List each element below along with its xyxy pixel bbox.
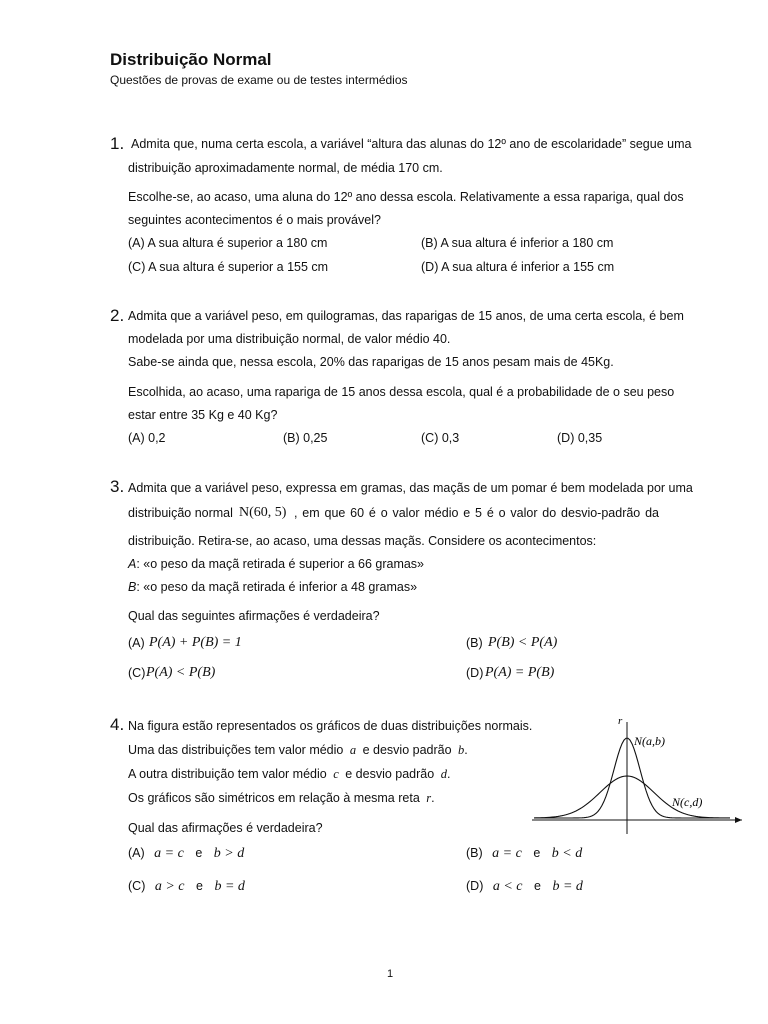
question-2-option-a: (A) 0,2 — [128, 431, 166, 445]
page-title: Distribuição Normal — [110, 50, 272, 69]
question-4-sd-b: b — [458, 743, 465, 757]
question-4-line-3c: . — [446, 767, 451, 781]
page-number: 1 — [386, 968, 394, 980]
question-2-line-5: estar entre 35 Kg e 40 Kg? — [128, 408, 278, 422]
question-4-line-4a: Os gráficos são simétricos em relação à mesma reta — [128, 791, 420, 805]
question-4-number: 4. — [110, 715, 125, 734]
question-4-line-4c: . — [431, 791, 435, 805]
question-2-number: 2. — [110, 306, 125, 325]
question-4-mean-a: a — [349, 743, 357, 757]
question-4-option-a-label: (A) — [128, 846, 145, 860]
question-4-option-b-and: e — [533, 846, 541, 860]
question-4-option-c-label: (C) — [128, 879, 146, 893]
question-4-option-b-cond-1: a = c — [492, 846, 522, 861]
question-4-option-b-label: (B) — [466, 846, 483, 860]
question-2-option-c: (C) 0,3 — [421, 431, 460, 445]
question-2-line-3: Sabe-se ainda que, nessa escola, 20% das raparigas de 15 anos pesam mais de 45Kg. — [128, 355, 614, 369]
question-4-mean-c: c — [333, 767, 339, 781]
question-1-line-3: Escolhe-se, ao acaso, uma aluna do 12º ano dessa escola. Relativamente a essa rapariga, qual dos — [128, 190, 684, 204]
question-4-option-a-cond-2: b > d — [213, 846, 245, 861]
question-3-normal-notation: N(60, 5) — [239, 505, 287, 520]
question-4-line-2b: e desvio padrão — [362, 743, 452, 757]
question-1-option-a: (A) A sua altura é superior a 180 cm — [128, 236, 328, 250]
figure-curve-label-n-ab: N(a,b) — [634, 734, 665, 748]
question-4-line-r: r — [426, 791, 432, 805]
question-4-option-a-cond-1: a = c — [154, 846, 184, 861]
question-4-line-1: Na figura estão representados os gráficos de duas distribuições normais. — [128, 719, 533, 733]
page-subtitle: Questões de provas de exame ou de testes intermédios — [110, 73, 408, 87]
question-2-option-b: (B) 0,25 — [283, 431, 328, 445]
question-3-event-a-label: A — [128, 557, 137, 571]
question-2-line-1: Admita que a variável peso, em quilogramas, das raparigas de 15 anos, de uma certa escola, é bem — [128, 309, 684, 323]
question-1-number: 1. — [110, 134, 125, 153]
question-3-option-d-label: (D) — [466, 666, 484, 680]
question-1-line-1: Admita que, numa certa escola, a variável “altura das alunas do 12º ano de escolaridade” segue uma — [131, 137, 692, 151]
figure-axis-label-r: r — [618, 715, 623, 727]
question-3-line-2a: distribuição normal — [128, 506, 233, 520]
question-4-line-2a: Uma das distribuições tem valor médio — [128, 743, 344, 757]
question-3-option-d: P(A) = P(B) — [485, 665, 555, 680]
question-4-option-c-cond-1: a > c — [154, 879, 185, 894]
question-2-line-4: Escolhida, ao acaso, uma rapariga de 15 anos dessa escola, qual é a probabilidade de o seu peso — [128, 385, 675, 399]
question-2-option-d: (D) 0,35 — [557, 431, 603, 445]
question-4-option-b-cond-2: b < d — [551, 846, 583, 861]
question-3-line-2b: , em que 60 é o valor médio e 5 é o valor do desvio-padrão da — [294, 506, 659, 520]
question-4-option-d-cond-2: b = d — [552, 879, 583, 894]
question-3-option-c: P(A) < P(B) — [146, 665, 216, 680]
question-4-line-3a: A outra distribuição tem valor médio — [128, 767, 327, 781]
question-4-line-2c: . — [464, 743, 468, 757]
question-4-option-a-and: e — [195, 846, 203, 860]
figure-axis-arrow — [735, 817, 742, 823]
question-1-line-4: seguintes acontecimentos é o mais provável? — [128, 213, 381, 227]
question-3-option-a-label: (A) — [128, 636, 145, 650]
question-4-option-d-label: (D) — [466, 879, 484, 893]
question-1-option-b: (B) A sua altura é inferior a 180 cm — [421, 236, 614, 250]
question-4-option-d-and: e — [534, 879, 541, 893]
question-3-line-1: Admita que a variável peso, expressa em gramas, das maçãs de um pomar é bem modelada por uma — [128, 481, 693, 495]
question-3-event-b-label: B — [128, 580, 137, 594]
question-3-number: 3. — [110, 477, 125, 496]
question-3-event-a-text: : «o peso da maçã retirada é superior a 66 gramas» — [136, 557, 425, 571]
question-3-option-b: P(B) < P(A) — [488, 635, 558, 650]
question-1-line-2: distribuição aproximadamente normal, de média 170 cm. — [128, 161, 443, 175]
question-3-option-c-label: (C) — [128, 666, 146, 680]
question-4-option-c-cond-2: b = d — [214, 879, 245, 894]
normal-distributions-figure — [530, 712, 745, 837]
question-4-sd-d: d — [440, 767, 447, 781]
question-3-option-a: P(A) + P(B) = 1 — [149, 635, 242, 650]
question-3-event-b-text: : «o peso da maçã retirada é inferior a 48 gramas» — [136, 580, 418, 594]
question-2-line-2: modelada por uma distribuição normal, de valor médio 40. — [128, 332, 451, 346]
question-4-question: Qual das afirmações é verdadeira? — [128, 821, 323, 835]
figure-curve-label-n-cd: N(c,d) — [672, 795, 703, 809]
question-3-option-b-label: (B) — [466, 636, 483, 650]
question-3-question: Qual das seguintes afirmações é verdadeira? — [128, 609, 380, 623]
question-1-option-d: (D) A sua altura é inferior a 155 cm — [421, 260, 615, 274]
question-1-option-c: (C) A sua altura é superior a 155 cm — [128, 260, 329, 274]
question-4-option-c-and: e — [196, 879, 203, 893]
question-4-option-d-cond-1: a < c — [492, 879, 523, 894]
question-4-line-3b: e desvio padrão — [345, 767, 435, 781]
question-3-line-3: distribuição. Retira-se, ao acaso, uma dessas maçãs. Considere os acontecimentos: — [128, 534, 597, 548]
